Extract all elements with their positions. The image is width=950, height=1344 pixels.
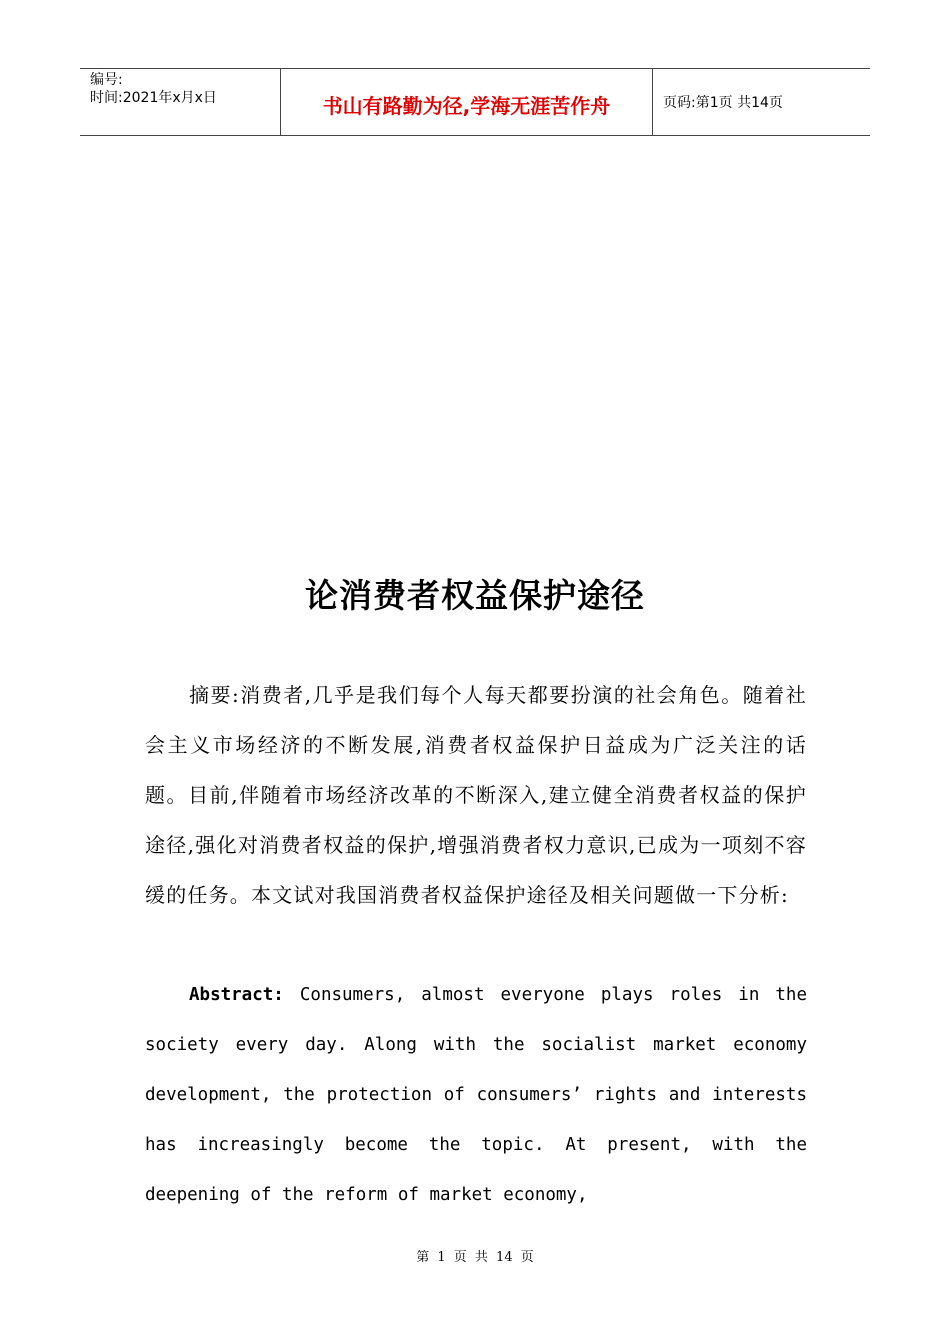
abstract-english [145, 970, 807, 1220]
abstract-english-text: Consumers, almost everyone plays roles in the society every day. Along with the socialist market economy development, the protection of consumers’ rights and interests has increasingly become the topic. At present, with the deepening of the reform of market economy, [145, 985, 807, 1205]
document-header [80, 68, 870, 136]
header-meta-cell [80, 69, 281, 135]
header-motto: 书山有路勤为径,学海无涯苦作舟 [281, 69, 653, 135]
abstract-chinese: 摘要:消费者,几乎是我们每个人每天都要扮演的社会角色。随着社会主义市场经济的不断发展,消费者权益保护日益成为广泛关注的话题。目前,伴随着市场经济改革的不断深入,建立健全消费者权益的保护途径,强化对消费者权益的保护,增强消费者权力意识,已成为一项刻不容缓的任务。本文试对我国消费者权益保护途径及相关问题做一下分析: [145, 683, 807, 907]
header-page-info: 页码:第1页 共14页 [663, 95, 783, 111]
page-title: 论消费者权益保护途径 [305, 576, 645, 615]
page-footer: 第 1 页 共 14 页 [416, 1250, 534, 1265]
number-label: 编号: [90, 72, 123, 88]
abstract-label: Abstract: [189, 985, 284, 1005]
time-label: 时间:2021年x月x日 [90, 90, 217, 106]
